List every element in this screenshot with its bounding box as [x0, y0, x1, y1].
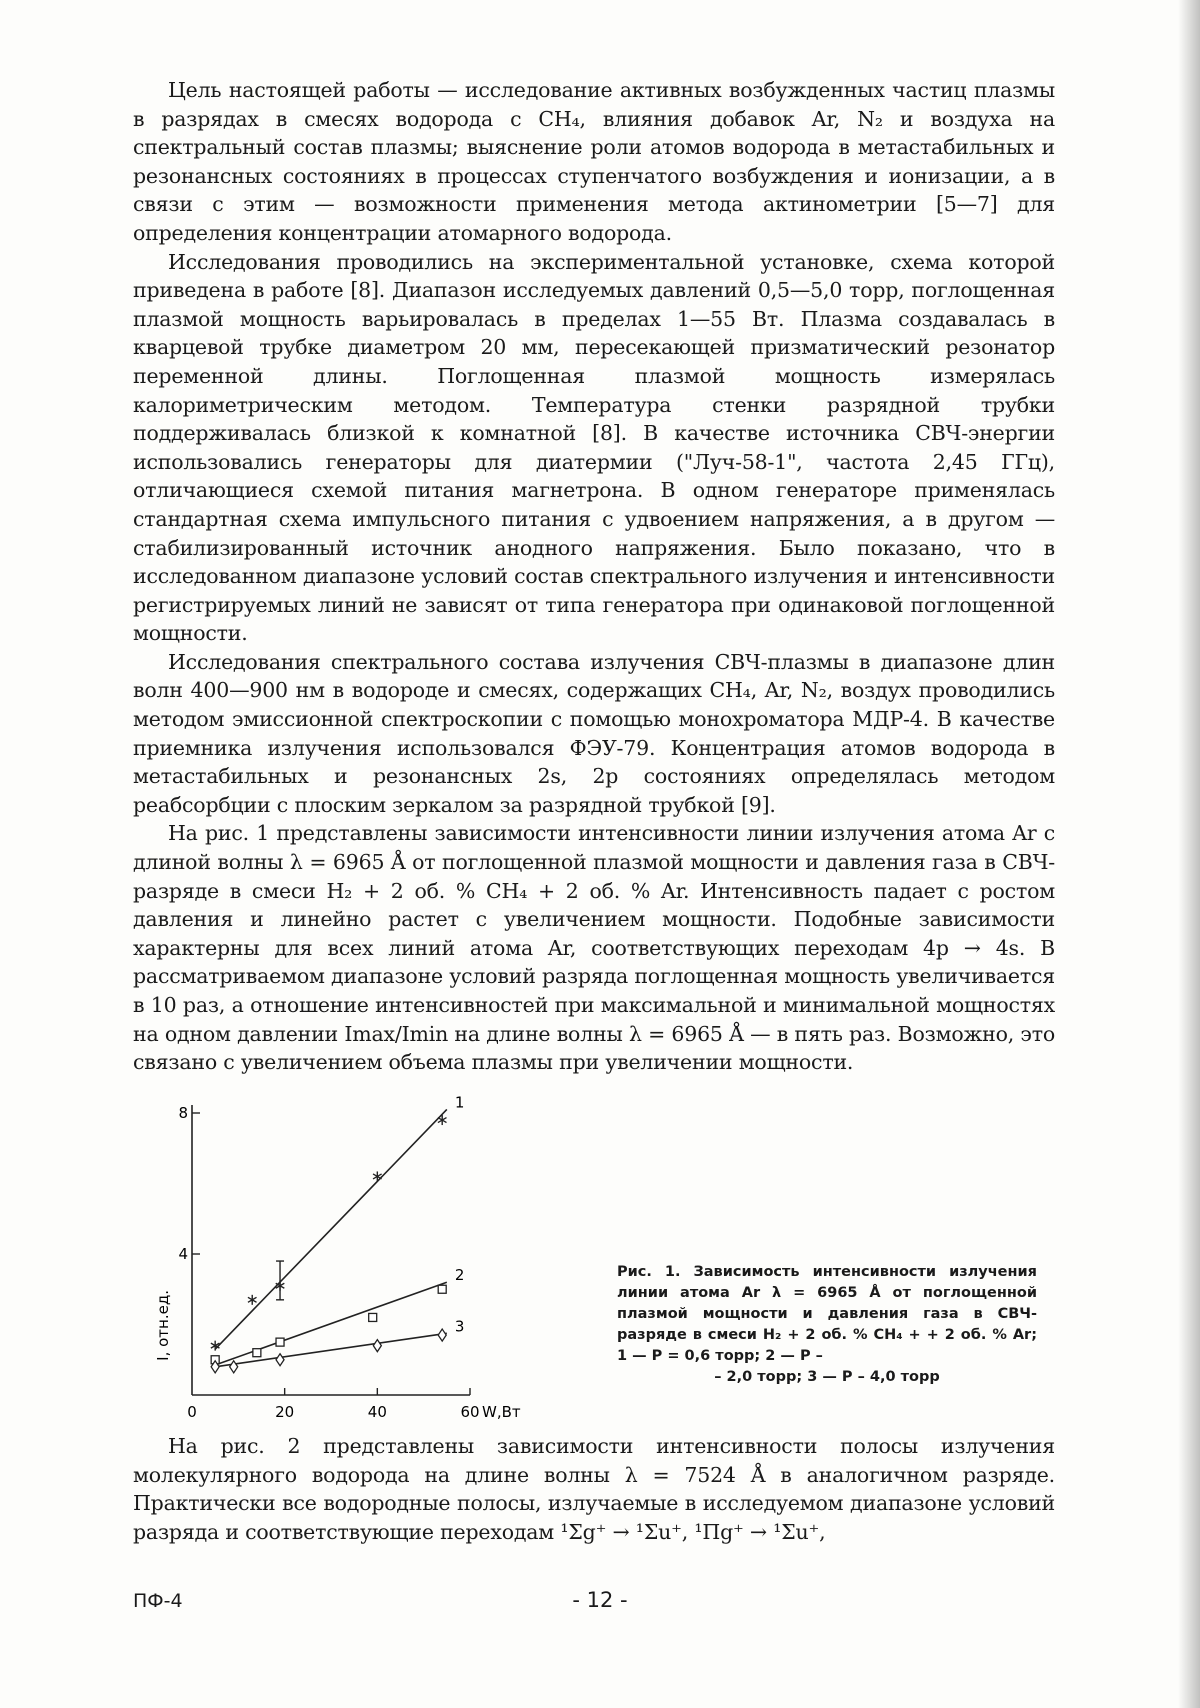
- paragraph: На рис. 2 представлены зависимости интенсивности полосы излучения молекулярного водорода на длине волны λ = 7524 Å в аналогичном разряде. Практически все водородные полосы, излучаемые в исследуемом диапазоне условий разряда и соответствующие переходам ¹Σg⁺ → ¹Σu⁺, ¹Πg⁺ → ¹Σu⁺,: [133, 1434, 1055, 1544]
- data-point-square: [438, 1285, 446, 1293]
- fit-line-1: [215, 1109, 447, 1349]
- figure-1: [154, 1093, 600, 1421]
- page-number: - 12 -: [572, 1588, 628, 1612]
- figure-caption: [617, 1262, 1037, 1388]
- data-point-diamond: [276, 1354, 284, 1366]
- page-edge-shadow: [1178, 0, 1200, 1708]
- body-text-bottom: [133, 1432, 1055, 1546]
- y-tick-label: 4: [178, 1245, 188, 1263]
- data-point-diamond: [438, 1329, 446, 1341]
- caption-text-last: – 2,0 торр; 3 — P – 4,0 торр: [714, 1369, 940, 1385]
- series-label-1: 1: [454, 1093, 465, 1112]
- data-point-diamond: [230, 1361, 238, 1373]
- data-point-square: [369, 1313, 377, 1321]
- x-tick-label: 20: [275, 1403, 295, 1421]
- data-point-diamond: [373, 1340, 381, 1352]
- chart-svg: [154, 1093, 600, 1421]
- x-tick-label: 40: [367, 1403, 387, 1421]
- fit-line-2: [215, 1282, 447, 1365]
- paragraph: Исследования спектрального состава излучения СВЧ-плазмы в диапазоне длин волн 400—900 нм в водороде и смесях, содержащих CH₄, Ar, N₂, воздух проводились методом эмиссионной спектроскопии с помощью монохроматора МДР-4. В качестве приемника излучения использовался ФЭУ-79. Концентрация атомов водорода в метастабильных и резонансных 2s, 2p состояниях определялась методом реабсорбции с плоским зеркалом за разрядной трубкой [9].: [133, 649, 1055, 817]
- series-label-3: 3: [454, 1317, 465, 1336]
- x-axis-label: W,Вт: [482, 1403, 521, 1421]
- data-point-square: [276, 1338, 284, 1346]
- data-point-square: [253, 1349, 261, 1357]
- y-axis-label: I, отн.ед.: [154, 1290, 172, 1361]
- fit-line-3: [215, 1333, 447, 1366]
- y-tick-label: 8: [178, 1104, 188, 1122]
- data-point-asterisk: [373, 1171, 382, 1181]
- paragraph: Исследования проводились на экспериментальной установке, схема которой приведена в работе [8]. Диапазон исследуемых давлений 0,5—5,0 торр, поглощенная плазмой мощность варьировалась в пределах 1—55 Вт. Плазма создавалась в кварцевой трубке диаметром 20 мм, пересекающей призматический резонатор переменной длины. Поглощенная плазмой мощность измерялась калориметрическим методом. Температура стенки разрядной трубки поддерживалась близкой к комнатной [8]. В качестве источника СВЧ-энергии использовались генераторы для диатермии ("Луч-58-1", частота 2,45 ГГц), отличающиеся схемой питания магнетрона. В одном генераторе применялась стандартная схема импульсного питания с удвоением напряжения, а в другом — стабилизированный источник анодного напряжения. Было показано, что в исследованном диапазоне условий состав спектрального излучения и интенсивности регистрируемых линий не зависят от типа генератора при одинаковой поглощенной мощности.: [133, 249, 1055, 646]
- footer-code: ПФ-4: [133, 1590, 183, 1612]
- paragraph: Цель настоящей работы — исследование активных возбужденных частиц плазмы в разрядах в смесях водорода с CH₄, влияния добавок Ar, N₂ и воздуха на спектральный состав плазмы; выяснение роли атомов водорода в метастабильных и резонансных состояниях в процессах ступенчатого возбуждения и ионизации, а в связи с этим — возможности применения метода актинометрии [5—7] для определения концентрации атомарного водорода.: [133, 78, 1055, 245]
- data-point-asterisk: [248, 1295, 257, 1305]
- caption-text: Рис. 1. Зависимость интенсивности излучения линии атома Ar λ = 6965 Å от поглощенной плазмой мощности и давления газа в СВЧ-разряде в смеси H₂ + 2 об. % CH₄ + + 2 об. % Ar; 1 — P = 0,6 торр; 2 — P –: [617, 1264, 1037, 1364]
- x-tick-label: 0: [187, 1403, 197, 1421]
- body-text-top: [133, 76, 1055, 1077]
- x-tick-label: 60: [460, 1403, 480, 1421]
- paragraph: На рис. 1 представлены зависимости интенсивности линии излучения атома Ar с длиной волны λ = 6965 Å от поглощенной плазмой мощности и давления газа в СВЧ-разряде в смеси H₂ + 2 об. % CH₄ + 2 об. % Ar. Интенсивность падает с ростом давления и линейно растет с увеличением мощности. Подобные зависимости характерны для всех линий атома Ar, соответствующих переходам 4p → 4s. В рассматриваемом диапазоне условий разряда поглощенная мощность увеличивается в 10 раз, а отношение интенсивностей при максимальной и минимальной мощностях на одном давлении Imax/Imin на длине волны λ = 6965 Å — в пять раз. Возможно, это связано с увеличением объема плазмы при увеличении мощности.: [133, 821, 1055, 1075]
- series-label-2: 2: [454, 1266, 465, 1285]
